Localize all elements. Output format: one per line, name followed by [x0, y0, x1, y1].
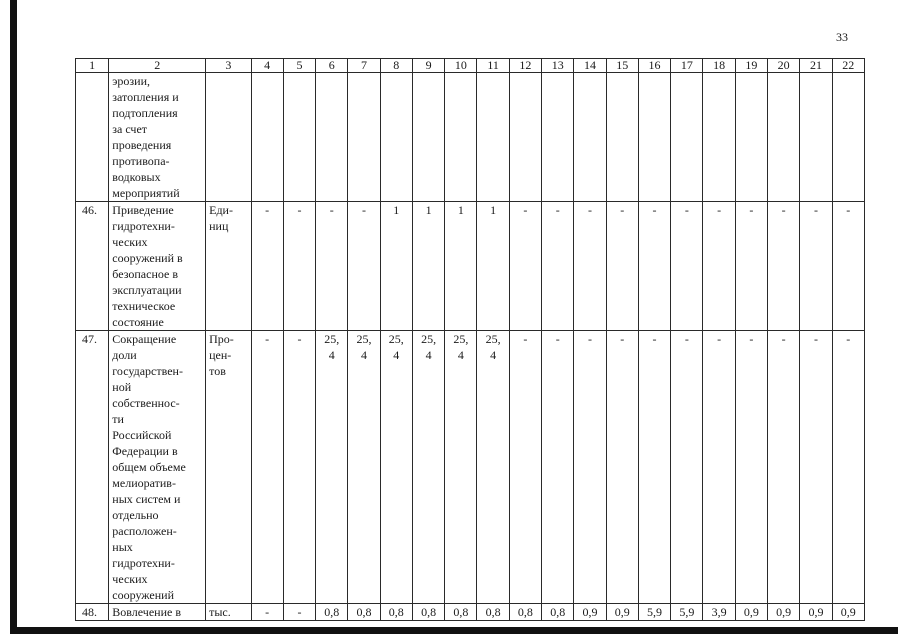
value-cell [638, 604, 670, 621]
value-cell-text: - [265, 332, 270, 346]
value-cell [445, 331, 477, 604]
value-cell [251, 73, 283, 202]
value-cell [671, 73, 703, 202]
value-cell-text: 0,8 [485, 605, 501, 619]
value-cell [477, 73, 509, 202]
value-cell [412, 202, 444, 331]
value-cell-text: 0,9 [840, 605, 856, 619]
value-cell [348, 331, 380, 604]
row-number-cell [76, 202, 109, 331]
column-header-22: 22 [832, 59, 864, 73]
value-cell [542, 73, 574, 202]
indicator-name-cell-text: Приведение гидротехни- ческих сооружений в безопасное в эксплуатации техническое состояние [112, 203, 183, 329]
value-cell-text: 25, 4 [453, 332, 469, 362]
value-cell-text: 25, 4 [356, 332, 372, 362]
value-cell-text: - [781, 332, 786, 346]
value-cell-text: - [813, 332, 818, 346]
value-cell-text: 0,8 [324, 605, 340, 619]
value-cell [509, 202, 541, 331]
value-cell [768, 331, 800, 604]
data-table [75, 58, 865, 621]
value-cell [380, 604, 412, 621]
value-cell [348, 73, 380, 202]
value-cell [638, 331, 670, 604]
value-cell-text: - [846, 332, 851, 346]
value-cell-text: - [749, 332, 754, 346]
indicator-name-cell [109, 202, 206, 331]
scan-border-bottom [10, 627, 898, 634]
value-cell-text: - [555, 203, 560, 217]
value-cell [671, 604, 703, 621]
value-cell-text: - [620, 203, 625, 217]
value-cell [251, 331, 283, 604]
value-cell [348, 202, 380, 331]
row-number-cell-text: 48. [82, 605, 97, 619]
value-cell-text: 25, 4 [421, 332, 437, 362]
value-cell [606, 604, 638, 621]
value-cell [768, 73, 800, 202]
column-number-row [76, 59, 865, 73]
value-cell-text: - [717, 332, 722, 346]
value-cell [832, 202, 864, 331]
value-cell [412, 73, 444, 202]
value-cell [316, 604, 348, 621]
value-cell-text: - [265, 605, 270, 619]
column-header-11: 11 [477, 59, 509, 73]
value-cell [380, 202, 412, 331]
value-cell [606, 202, 638, 331]
value-cell [283, 73, 315, 202]
value-cell [542, 604, 574, 621]
value-cell-text: - [587, 203, 592, 217]
value-cell [316, 73, 348, 202]
indicator-name-cell [109, 331, 206, 604]
column-header-2: 2 [109, 59, 206, 73]
value-cell [574, 331, 606, 604]
value-cell [832, 73, 864, 202]
value-cell [445, 202, 477, 331]
value-cell-text: - [265, 203, 270, 217]
value-cell [800, 73, 832, 202]
value-cell [606, 331, 638, 604]
value-cell-text: - [652, 332, 657, 346]
value-cell [574, 202, 606, 331]
page-number: 33 [836, 30, 848, 44]
value-cell-text: - [846, 203, 851, 217]
unit-cell-text: Про- цен- тов [209, 332, 234, 378]
column-header-17: 17 [671, 59, 703, 73]
value-cell-text: 0,9 [743, 605, 759, 619]
value-cell-text: 25, 4 [485, 332, 501, 362]
column-header-7: 7 [348, 59, 380, 73]
column-header-5: 5 [283, 59, 315, 73]
value-cell [412, 604, 444, 621]
value-cell-text: - [297, 332, 302, 346]
value-cell [509, 604, 541, 621]
indicator-name-cell [109, 604, 206, 621]
value-cell-text: - [620, 332, 625, 346]
value-cell-text: 0,9 [582, 605, 598, 619]
value-cell [283, 604, 315, 621]
value-cell [348, 604, 380, 621]
column-header-16: 16 [638, 59, 670, 73]
value-cell [477, 331, 509, 604]
value-cell-text: - [523, 203, 528, 217]
value-cell [574, 73, 606, 202]
column-header-12: 12 [509, 59, 541, 73]
value-cell [800, 202, 832, 331]
value-cell [638, 202, 670, 331]
column-header-20: 20 [768, 59, 800, 73]
unit-cell [206, 202, 251, 331]
value-cell-text: 1 [393, 203, 400, 217]
value-cell-text: 0,8 [517, 605, 533, 619]
value-cell-text: - [813, 203, 818, 217]
value-cell-text: - [684, 332, 689, 346]
value-cell [316, 202, 348, 331]
value-cell [735, 202, 767, 331]
value-cell [832, 604, 864, 621]
value-cell [251, 202, 283, 331]
column-header-19: 19 [735, 59, 767, 73]
row-number-cell [76, 73, 109, 202]
value-cell-text: 1 [490, 203, 497, 217]
table-row [76, 202, 865, 331]
value-cell-text: 0,8 [453, 605, 469, 619]
value-cell-text: - [781, 203, 786, 217]
unit-cell-text: тыс. [209, 605, 231, 619]
value-cell-text: 0,9 [776, 605, 792, 619]
value-cell-text: 25, 4 [324, 332, 340, 362]
value-cell [542, 202, 574, 331]
value-cell [542, 331, 574, 604]
value-cell-text: 5,9 [679, 605, 695, 619]
value-cell [412, 331, 444, 604]
value-cell [509, 73, 541, 202]
indicator-name-cell-text: Вовлечение в [112, 605, 182, 619]
unit-cell [206, 73, 251, 202]
value-cell-text: - [297, 203, 302, 217]
value-cell-text: - [749, 203, 754, 217]
value-cell [445, 73, 477, 202]
value-cell-text: - [652, 203, 657, 217]
column-header-8: 8 [380, 59, 412, 73]
table-row [76, 604, 865, 621]
value-cell-text: 0,9 [808, 605, 824, 619]
value-cell-text: - [523, 332, 528, 346]
value-cell [477, 202, 509, 331]
value-cell-text: 3,9 [711, 605, 727, 619]
value-cell-text: - [555, 332, 560, 346]
value-cell [671, 202, 703, 331]
value-cell [768, 202, 800, 331]
value-cell [832, 331, 864, 604]
value-cell-text: - [717, 203, 722, 217]
value-cell-text: 1 [457, 203, 464, 217]
value-cell [638, 73, 670, 202]
column-header-4: 4 [251, 59, 283, 73]
unit-cell [206, 331, 251, 604]
value-cell [445, 604, 477, 621]
value-cell [380, 331, 412, 604]
table-row [76, 331, 865, 604]
value-cell [283, 331, 315, 604]
value-cell [735, 604, 767, 621]
value-cell [800, 604, 832, 621]
value-cell-text: 5,9 [647, 605, 663, 619]
column-header-14: 14 [574, 59, 606, 73]
value-cell [477, 604, 509, 621]
value-cell-text: 25, 4 [388, 332, 404, 362]
row-number-cell [76, 331, 109, 604]
value-cell-text: - [587, 332, 592, 346]
value-cell [735, 73, 767, 202]
value-cell [251, 604, 283, 621]
value-cell-text: 0,8 [388, 605, 404, 619]
column-header-9: 9 [412, 59, 444, 73]
value-cell-text: - [297, 605, 302, 619]
value-cell [316, 331, 348, 604]
value-cell [703, 604, 735, 621]
value-cell [800, 331, 832, 604]
value-cell-text: 0,8 [550, 605, 566, 619]
value-cell-text: - [362, 203, 366, 217]
value-cell-text: 0,8 [356, 605, 372, 619]
value-cell [703, 73, 735, 202]
value-cell [671, 331, 703, 604]
column-header-3: 3 [206, 59, 251, 73]
unit-cell [206, 604, 251, 621]
value-cell-text: 0,9 [614, 605, 630, 619]
value-cell [606, 73, 638, 202]
column-header-21: 21 [800, 59, 832, 73]
value-cell [703, 331, 735, 604]
value-cell-text: - [684, 203, 689, 217]
value-cell [768, 604, 800, 621]
row-number-cell-text: 47. [82, 332, 97, 346]
value-cell [574, 604, 606, 621]
table-row [76, 73, 865, 202]
indicator-name-cell-text: эрозии, затопления и подтопления за счет проведения противопа- водковых мероприятий [112, 74, 180, 200]
column-header-1: 1 [76, 59, 109, 73]
value-cell [283, 202, 315, 331]
indicator-name-cell-text: Сокращение доли государствен- ной собственнос- ти Российской Федерации в общем объеме мелиоратив- ных систем и отдельно расположен- ных гидротехни- ческих сооружений [112, 332, 186, 602]
column-header-18: 18 [703, 59, 735, 73]
column-header-10: 10 [445, 59, 477, 73]
value-cell-text: - [329, 203, 334, 217]
row-number-cell-text: 46. [82, 203, 97, 217]
column-header-15: 15 [606, 59, 638, 73]
unit-cell-text: Еди- ниц [209, 203, 233, 233]
value-cell-text: 0,8 [421, 605, 437, 619]
value-cell [380, 73, 412, 202]
value-cell [509, 331, 541, 604]
value-cell [735, 331, 767, 604]
value-cell-text: 1 [425, 203, 432, 217]
column-header-6: 6 [316, 59, 348, 73]
column-header-13: 13 [542, 59, 574, 73]
row-number-cell [76, 604, 109, 621]
scan-border-left [10, 0, 17, 634]
indicator-name-cell [109, 73, 206, 202]
value-cell [703, 202, 735, 331]
